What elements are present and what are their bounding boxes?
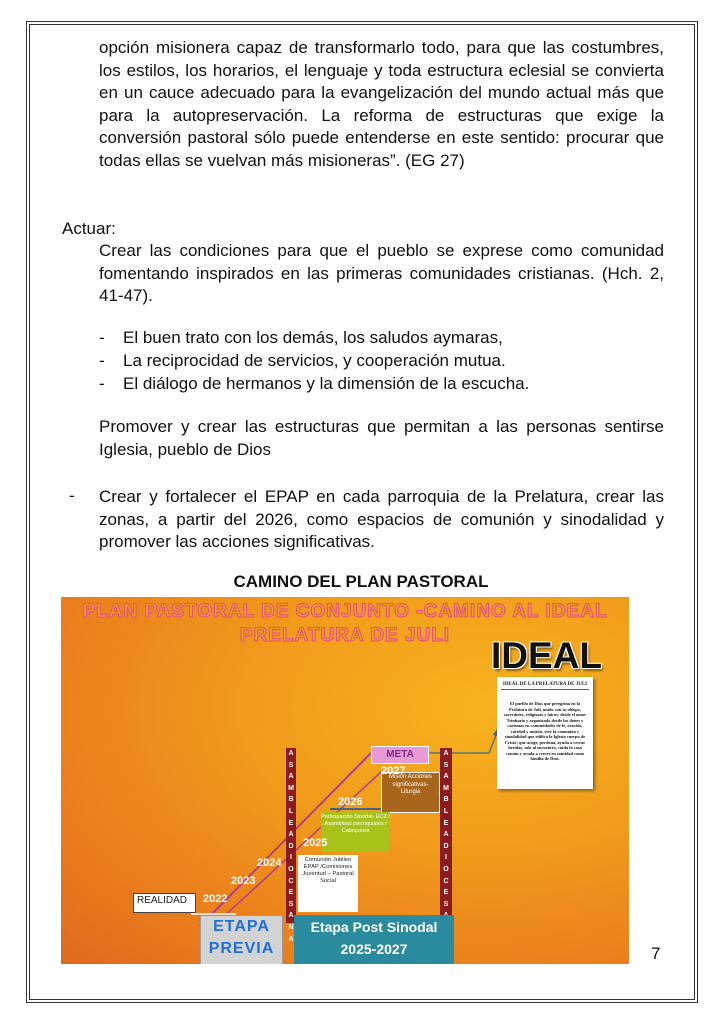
column-letter: C [288,877,294,885]
year-label: 2027 [381,765,406,777]
figure-title: CAMINO DEL PLAN PASTORAL [233,572,489,591]
list-item: - El diálogo de hermanos y la dimensión de la escucha. [99,374,530,393]
post-sinodal-line: 2025-2027 [340,941,408,957]
year-label: 2025 [303,837,328,849]
column-letter: A [288,773,294,781]
column-letter: A [288,935,294,943]
actuar-heading: Actuar: [62,219,116,238]
column-letter: N [288,923,294,931]
etapa-previa-box [200,915,283,964]
column-letter: I [290,854,292,862]
column-letter: B [443,796,449,804]
paragraph-epap: Crear y fortalecer el EPAP en cada parroquia de la Prelatura, crear las zonas, a partir del 2026, como espacios de comunión y sinodalidad y promover las acciones significativas. [99,487,664,551]
comunion-box: Comunión Jubileo EPAP /Comisiones Juventud – Pastoral Social [298,855,358,912]
asamblea-column-left [286,748,296,943]
column-letter: D [288,842,294,850]
bullet-list [99,326,659,395]
year-label: 2023 [231,875,256,887]
ideal-heading: IDEAL [491,635,602,676]
column-letter: E [443,889,449,897]
column-letter: A [288,912,294,920]
ideal-card [497,677,593,789]
paragraph-eg27: opción misionera capaz de transformarlo todo, para que las costumbres, los estilos, los horarios, el lenguaje y toda estructura eclesial se convierta en un cauce adecuado para la evangelización del mundo actual más que para la autopreservación. La reforma de estructuras que exige la conversión pastoral sólo puede entenderse en este sentido: procurar que todas ellas se vuelvan más misioneras”. (EG 27) [99,38,664,170]
column-letter: A [443,750,449,757]
column-letter: A [443,831,449,839]
column-letter: C [443,877,449,885]
column-letter: S [288,761,294,769]
column-letter: M [443,784,449,792]
realidad-box: REALIDAD [133,893,196,913]
column-letter: E [288,819,294,827]
etapa-previa-line: ETAPA [213,918,270,935]
etapa-previa-line: PREVIA [208,940,275,957]
column-letter: M [288,784,294,792]
paragraph-condiciones: Crear las condiciones para que el pueblo se exprese como comunidad fomentando inspirados en las primeras comunidades cristianas. (Hch. 2, 41-47). [99,241,664,305]
slide-title: PLAN PASTORAL DE CONJUNTO -CAMINO AL IDEAL [82,601,608,622]
ideal-card-title: IDEAL DE LA PRELATURA DE JULI [501,682,589,690]
slide-subtitle: PRELATURA DE JULI [239,625,451,646]
list-item: - El buen trato con los demás, los saludos aymaras, [99,328,503,347]
column-letter: O [443,865,449,873]
bullet-dash: - [69,486,75,505]
column-letter: S [443,900,449,908]
year-label: 2026 [338,796,363,808]
post-sinodal-line: Etapa Post Sinodal [310,919,438,935]
column-letter: E [443,819,449,827]
year-label: 2024 [257,857,282,869]
post-sinodal-box [294,915,454,964]
column-letter: A [443,773,449,781]
column-letter: L [443,807,449,815]
column-letter: S [443,761,449,769]
meta-box: META [371,746,429,764]
year-label: 2022 [203,893,228,905]
column-letter: E [288,889,294,897]
column-letter: L [288,807,294,815]
asamblea-column-right [440,748,452,924]
paragraph-estructuras: Promover y crear las estructuras que permitan a las personas sentirse Iglesia, pueblo de Dios [99,417,664,459]
column-letter: A [288,831,294,839]
column-letter: S [288,900,294,908]
column-letter: O [288,865,294,873]
participacion-box: Participación Sinodal- ECZ / Asambleas parroquiales / Catequesis [321,812,390,852]
column-letter: D [443,842,449,850]
column-letter: B [288,796,294,804]
pastoral-plan-slide [61,597,629,964]
list-item: - La reciprocidad de servicios, y cooperación mutua. [99,351,506,370]
mision-box: Misión Acciones significativas- Liturgia [381,772,440,813]
page-number: 7 [651,944,661,963]
ideal-card-text: El pueblo de Dios que peregrina en la Prelatura de Juli, unido con su obispo, sacerdotes, religiosas y laicos, desde el amor Trinitario y organizado desde los dones y carismas en comunidades de fe, oración, caridad y misión, vive la comunión y sinodalidad que edifica la Iglesia cuerpo de Cristo; que acoge, perdona, ayuda a cerrar heridas, sale al encuentro, cuida la casa común y ayuda a crecer en santidad como familia de Dios. [503,701,587,761]
column-letter: A [288,750,294,757]
column-letter: I [445,854,447,862]
